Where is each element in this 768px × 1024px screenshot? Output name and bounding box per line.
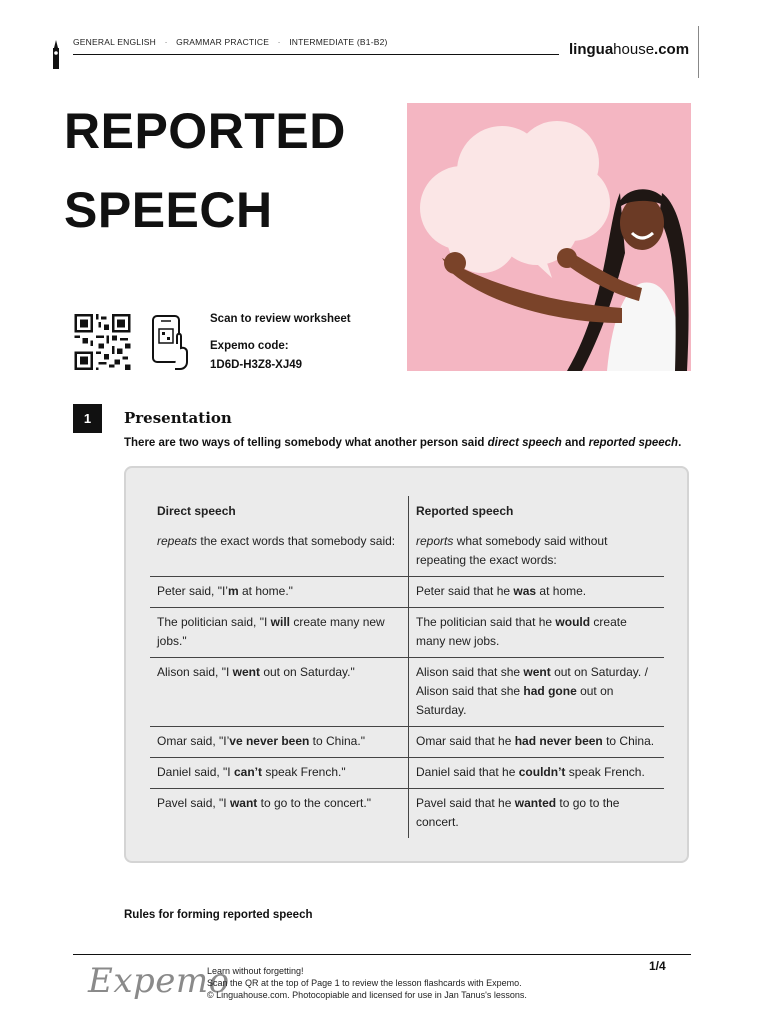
hero-photo (407, 103, 691, 371)
scan-label: Scan to review worksheet (210, 313, 351, 325)
table-row (150, 527, 664, 577)
speech-bubble-illustration (407, 103, 691, 371)
section-number: 1 (73, 404, 102, 433)
reported-speech-cell: Pavel said that he wanted to go to the concert. (416, 796, 620, 829)
breadcrumb (73, 37, 394, 47)
breadcrumb-separator: · (277, 37, 281, 47)
header-divider (73, 54, 559, 55)
column-header-reported: Reported speech (416, 504, 514, 518)
footer-line: Scan the QR at the top of Page 1 to review the lesson flashcards with Expemo. (207, 978, 522, 988)
footer-divider (73, 954, 691, 955)
brand-divider (698, 26, 699, 78)
footer-line: Learn without forgetting! (207, 966, 304, 976)
reported-speech-cell: Alison said that she went out on Saturday. / Alison said that she had gone out on Saturday. (416, 665, 648, 717)
table-row (150, 789, 664, 839)
table-header-row (150, 496, 664, 527)
breadcrumb-separator: · (164, 37, 168, 47)
breadcrumb-item: GRAMMAR PRACTICE (176, 37, 270, 47)
brand-logo: linguahouse.com (569, 41, 690, 58)
table-row (150, 658, 664, 727)
table-row (150, 727, 664, 758)
direct-speech-cell: Daniel said, "I can’t speak French." (150, 758, 409, 789)
qr-code-icon (73, 314, 132, 370)
breadcrumb-item: GENERAL ENGLISH (73, 37, 156, 47)
reported-speech-cell: Omar said that he had never been to China. (416, 734, 655, 748)
direct-speech-cell: The politician said, "I will create many new jobs." (150, 608, 409, 658)
phone-scan-icon (151, 314, 191, 370)
section-title: Presentation (124, 409, 232, 427)
table-row (150, 608, 664, 658)
section-intro: There are two ways of telling somebody what another person said direct speech and reported speech. (124, 437, 682, 449)
breadcrumb-item: INTERMEDIATE (B1-B2) (289, 37, 388, 47)
page-number: 1/4 (649, 959, 666, 973)
direct-speech-cell: Omar said, "I’ve never been to China." (150, 727, 409, 758)
expemo-logo: Expemo (88, 961, 230, 1001)
reported-speech-cell: The politician said that he would create many new jobs. (416, 615, 627, 648)
expemo-code-label: Expemo code: (210, 340, 289, 352)
direct-speech-cell: Alison said, "I went out on Saturday." (150, 658, 409, 727)
table-row (150, 577, 664, 608)
page-title (64, 92, 346, 250)
rules-heading: Rules for forming reported speech (124, 909, 313, 921)
direct-speech-cell: Pavel said, "I want to go to the concert." (150, 789, 409, 839)
reported-speech-cell: Peter said that he was at home. (416, 584, 587, 598)
footer-line: © Linguahouse.com. Photocopiable and licensed for use in Jan Tanus's lessons. (207, 990, 527, 1000)
column-header-direct: Direct speech (150, 496, 409, 527)
reported-speech-cell: Daniel said that he couldn’t speak French. (416, 765, 645, 779)
title-line: REPORTED (64, 103, 346, 159)
reported-speech-table (150, 496, 664, 838)
reported-speech-cell: reports what somebody said without repeating the exact words: (416, 534, 608, 567)
direct-speech-cell: Peter said, "I’m at home." (150, 577, 409, 608)
expemo-code-value: 1D6D-H3Z8-XJ49 (210, 359, 303, 371)
footer-text (207, 965, 527, 1001)
title-line: SPEECH (64, 182, 273, 238)
big-ben-icon (50, 40, 62, 70)
direct-speech-cell: repeats the exact words that somebody said: (150, 527, 409, 577)
table-row (150, 758, 664, 789)
